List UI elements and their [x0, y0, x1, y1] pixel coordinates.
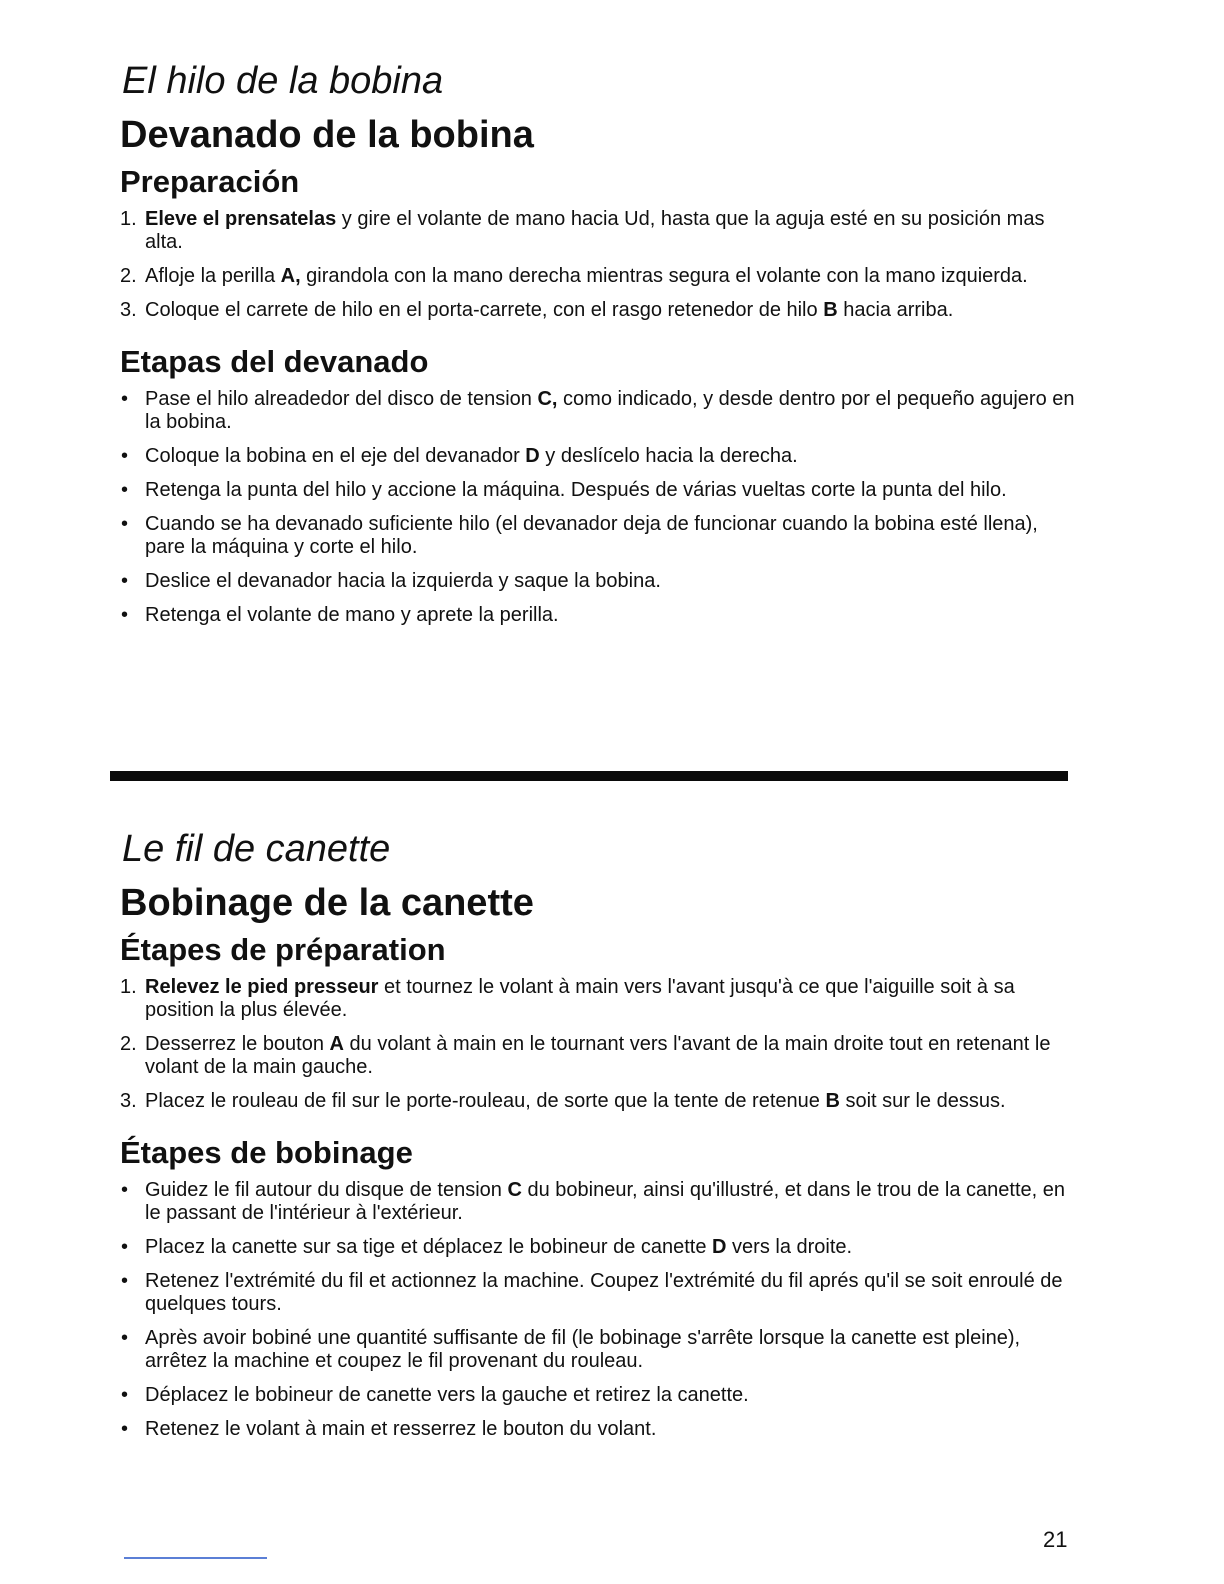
bullet-text: Retenga la punta del hilo y accione la máquina. Después de várias vueltas corte la punta del hilo.	[145, 479, 1007, 501]
section-title: Le fil de canette	[122, 828, 391, 870]
step-bold: A	[329, 1033, 344, 1055]
bullet-text: Retenez l'extrémité du fil et actionnez la machine. Coupez l'extrémité du fil aprés qu'il se soit enroulé de quelques tours.	[145, 1270, 1063, 1315]
bullet-dot: •	[121, 1270, 129, 1292]
spanish-section	[120, 58, 1080, 638]
bullet-dot: •	[121, 570, 129, 592]
preparation-heading: Étapes de préparation	[120, 932, 446, 967]
bullet-text: Guidez le fil autour du disque de tension	[145, 1179, 508, 1201]
bullet-item	[120, 1236, 1080, 1259]
bottom-edge-mark	[124, 1557, 267, 1559]
page-number: 21	[1043, 1527, 1068, 1552]
section-divider	[110, 771, 1068, 781]
step-item	[120, 1033, 1080, 1079]
step-text: Afloje la perilla	[145, 265, 281, 287]
bullet-text: Après avoir bobiné une quantité suffisante de fil (le bobinage s'arrête lorsque la canette est pleine), arrêtez la machine et coupez le fil provenant du rouleau.	[145, 1327, 1021, 1372]
bullet-text: Déplacez le bobineur de canette vers la gauche et retirez la canette.	[145, 1384, 749, 1406]
step-text: hacia arriba.	[837, 299, 954, 321]
bullet-dot: •	[121, 1179, 129, 1201]
bullet-item	[120, 388, 1080, 434]
preparation-steps	[120, 976, 1080, 1113]
step-text: du volant à main en le tournant vers l'avant de la main droite tout en retenant le volant de la main gauche.	[145, 1033, 1051, 1078]
winding-heading: Etapas del devanado	[120, 344, 429, 379]
step-item	[120, 208, 1080, 254]
bullet-item	[120, 604, 1080, 627]
bullet-bold: D	[525, 445, 540, 467]
step-text: y gire el volante de mano hacia Ud, hasta que la aguja esté en su posición mas alta.	[145, 208, 1045, 253]
bullet-item	[120, 479, 1080, 502]
bullet-text: Placez la canette sur sa tige et déplacez le bobineur de canette	[145, 1236, 713, 1258]
bullet-item	[120, 570, 1080, 593]
step-bold: Relevez le pied presseur	[145, 976, 379, 998]
step-text: girandola con la mano derecha mientras segura el volante con la mano izquierda.	[300, 265, 1028, 287]
step-number: 2.	[120, 1033, 137, 1055]
bullet-item	[120, 1179, 1080, 1225]
winding-steps	[120, 1179, 1080, 1441]
page-heading: Devanado de la bobina	[120, 114, 534, 156]
bullet-text: Deslice el devanador hacia la izquierda y saque la bobina.	[145, 570, 661, 592]
step-text: soit sur le dessus.	[839, 1090, 1006, 1112]
bullet-text: como indicado, y desde dentro por el pequeño agujero en la bobina.	[145, 388, 1075, 433]
step-text: Placez le rouleau de fil sur le porte-rouleau, de sorte que la tente de retenue	[145, 1090, 826, 1112]
bullet-item	[120, 1270, 1080, 1316]
section-title: El hilo de la bobina	[122, 60, 444, 102]
bullet-bold: C,	[537, 388, 558, 410]
bullet-dot: •	[121, 388, 129, 410]
preparation-steps	[120, 208, 1080, 322]
bullet-item	[120, 1327, 1080, 1373]
bullet-dot: •	[121, 1384, 129, 1406]
bullet-dot: •	[121, 1236, 129, 1258]
bullet-text: Pase el hilo alreadedor del disco de tension	[145, 388, 538, 410]
bullet-text: y deslícelo hacia la derecha.	[539, 445, 798, 467]
step-item	[120, 1090, 1080, 1113]
bullet-dot: •	[121, 513, 129, 535]
winding-steps	[120, 388, 1080, 627]
step-number: 3.	[120, 299, 137, 321]
step-number: 3.	[120, 1090, 137, 1112]
bullet-item	[120, 445, 1080, 468]
bullet-dot: •	[121, 1327, 129, 1349]
step-number: 1.	[120, 208, 137, 230]
bullet-item	[120, 1418, 1080, 1441]
bullet-item	[120, 513, 1080, 559]
bullet-text: du bobineur, ainsi qu'illustré, et dans le trou de la canette, en le passant de l'intérieur à l'extérieur.	[145, 1179, 1065, 1224]
bullet-text: Retenga el volante de mano y aprete la perilla.	[145, 604, 559, 626]
bullet-text: Cuando se ha devanado suficiente hilo (el devanador deja de funcionar cuando la bobina esté llena), pare la máquina y corte el hilo.	[145, 513, 1038, 558]
bullet-text: Coloque la bobina en el eje del devanador	[145, 445, 526, 467]
step-number: 2.	[120, 265, 137, 287]
french-section	[120, 826, 1080, 1452]
bullet-text: Retenez le volant à main et resserrez le bouton du volant.	[145, 1418, 657, 1440]
bullet-dot: •	[121, 1418, 129, 1440]
step-item	[120, 265, 1080, 288]
bullet-bold: C	[507, 1179, 522, 1201]
bullet-bold: D	[712, 1236, 727, 1258]
step-item	[120, 976, 1080, 1022]
step-text: et tournez le volant à main vers l'avant jusqu'à ce que l'aiguille soit à sa position la plus élevée.	[145, 976, 1015, 1021]
page-heading: Bobinage de la canette	[120, 882, 534, 924]
step-bold: Eleve el prensatelas	[145, 208, 337, 230]
bullet-dot: •	[121, 445, 129, 467]
bullet-text: vers la droite.	[726, 1236, 853, 1258]
step-item	[120, 299, 1080, 322]
preparation-heading: Preparación	[120, 164, 300, 199]
winding-heading: Étapes de bobinage	[120, 1135, 413, 1170]
step-number: 1.	[120, 976, 137, 998]
bullet-dot: •	[121, 604, 129, 626]
step-bold: A,	[280, 265, 301, 287]
step-bold: B	[823, 299, 838, 321]
bullet-item	[120, 1384, 1080, 1407]
step-bold: B	[825, 1090, 840, 1112]
step-text: Desserrez le bouton	[145, 1033, 330, 1055]
bullet-dot: •	[121, 479, 129, 501]
step-text: Coloque el carrete de hilo en el porta-carrete, con el rasgo retenedor de hilo	[145, 299, 824, 321]
